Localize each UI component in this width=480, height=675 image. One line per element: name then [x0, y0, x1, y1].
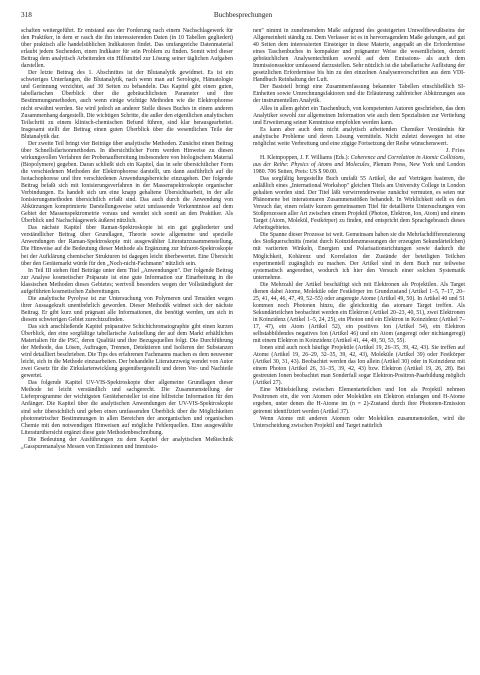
paragraph: Der letzte Beitrag des 1. Abschnittes ist der Blutanalytik gewidmet. Es ist ein schwieriges Unterfangen, die Blutanalytik, nach wenn man auf Serologie, Hämatologie und Gerinnung verzichtet, auf 30 Seiten zu behandeln. Das Kapitel gibt einen guten, tabellarischen Überblick über die gebräuchlichsten Parameter und ihre Bestimmungsmethoden, auch wenn einige wichtige Methoden wie die Elektrophorese nicht erwähnt werden. Sie wird jedoch an anderer Stelle dieses Buches in einem anderen Zusammenhang dargestellt. Die wichtigen Schritte, die außer den eigentlichen analytischen Teilschritt zu einem klinisch-chemischen Befund führen, sind klar herausgearbeitet. Insgesamt stellt der Beitrag einen guten Überblick über die wesentlichen Teile der Blutanalytik dar. — [21, 70, 233, 140]
paragraph: Es kann aber auch dem nicht analytisch arbeitenden Chemiker Verständnis für analytische Probleme und deren Lösung vermitteln. Nicht zuletzt deswegen ist eine möglichst weite Verbreitung und eine zügige Fortsetzung der Reihe wünschenswert. — [253, 126, 465, 147]
paragraph: Wenn Atome mit anderen Atomen oder Molekülen zusammenstoßen, wird die Unterscheidung zwischen Projektil und Target natürlich — [253, 415, 465, 429]
paragraph: Alles in allem gehört ein Taschenbuch, von kompetenten Autoren geschrieben, das dem Analytiker sowohl zur allgemeinen Information wie auch dem Spezialisten zur Vertiefung und Erweiterung seiner Kenntnisse empfohlen werden kann. — [253, 105, 465, 126]
right-column — [253, 28, 465, 430]
paragraph: Das folgende Kapitel UV-VIS-Spektroskopie über allgemeine Grundlagen dieser Methode ist leicht verständlich und sachgerecht. Die Zusammenstellung der Lieferprogramme der wichtigsten Gerätehersteller ist eine hilfreiche Information für den Anfänger. Die Kapitel über die analytischen Anwendungen der UV-VIS-Spektroskopie sind sehr übersichtlich und geben einen umfassenden Überblick über die Möglichkeiten photometrischer Bestimmungen in allen Bereichen der anorganischen und organischen Chemie mit den notwendigen Hinweisen auf mögliche Fehlerquellen. Eine ausgewählte Literaturübersicht ergänzt diese gute Methodenbeschreibung. — [21, 380, 233, 436]
page-number: 318 — [21, 11, 32, 19]
paragraph: Die analytische Pyrolyse ist zur Untersuchung von Polymeren und Tensiden wegen ihrer Aussagekraft unentbehrlich geworden. Dieser Methodik widmet sich der nächste Beitrag. Er gibt kurz und prägnant alle Informationen, die benötigt werden, um sich in diesem schwierigen Gebiet zurechtzufinden. — [21, 295, 233, 323]
paragraph: Das nächste Kapitel über Raman-Spektroskopie ist ein gut gegliederter und verständlicher Beitrag über Grundlagen, Theorie sowie allgemeine und spezielle Anwendungen der Raman-Spektroskopie mit ausgewählter Literaturzusammenstellung. Die Hinweise auf die Bedeutung dieser Methode als Ergänzung zur Infrarot-Spektroskopie bei der Aufklärung chemischer Strukturen ist dagegen leicht überbewertet. Eine Übersicht über den Gerätemarkt würde für den „Noch-nicht-Fachmann" nützlich sein. — [21, 225, 233, 267]
reviewer-signature: J. Fries — [445, 147, 465, 154]
page-header — [21, 9, 465, 21]
left-column — [21, 28, 233, 451]
paragraph: schaften weitergeführt. Er entstand aus der Forderung nach einem Nachschlagewerk für den Praktiker, in dem er rasch die ihn interessierenden Daten (in 10 Tabellen gegliedert) über praktisch alle handelsüblichen Indikatoren findet. Das umfangreiche Datenmaterial erlaubt jedem Suchenden, einen Indikator für sein Problem zu finden. Somit wird dieser Beitrag dem analytisch Arbeitenden ein Hilfsmittel zur Lösung seiner täglichen Aufgaben darstellen. — [21, 28, 233, 70]
paragraph: Die Spanne dieser Prozesse ist weit. Gemeinsam haben sie die Mehrfachdifferenzierung des Stoßquerschnitts (meist durch Koinzidenzmessungen der erzeugten Sekundärteilchen) mit variierten Winkeln, Energien und Polarisationsrichtungen sowie dadurch die Möglichkeit, Kohärenz und Korrelation der Zustände der beteiligten Teilchen experimentell zugänglich zu machen. Der Artikel sind in dem Buch nur teilweise systematisch angeordnet, wodurch ich hier den Versuch einer solchen Systematik unternehme. — [253, 232, 465, 281]
paragraph: Der zweite Teil bringt vier Beiträge über analytische Methoden. Zunächst einen Beitrag über Schnellsilarisonmethoden. In übersichtlicher Form werden Hinweise zu diesen wirkungsvollen Verfahren der Probenaufbereitung insbesondere von biologischem Material (Biopolymere) gegeben. Daran schließt sich ein Kapitel, das in sehr übersichtlicher Form die verschiedenen Methoden der Elektrophorese darstellt, um dann ausführlich auf die Isotachophorese und ihre verschiedenen Anwendungsbereiche einzugehen. Der folgende Beitrag befaßt sich mit Ionisierungsverfahren in der Massenspektroskopie organischer Verbindungen. Es handelt sich um eine knapp gehaltene Übersichtsarbeit, in der alle Ionisierungsmethoden übersichtlich erfaßt sind. Das auch durch die Anwendung von Abkürzungen komprimierte Darstellungsweise setzt umfassende Vorkenntnisse auf dem Gebiet der Massenspektrometrie voraus und wendet sich somit an den Praktiker. Als Überblick und Nachschlagewerk äußerst nützlich. — [21, 140, 233, 225]
paragraph: nen" nimmt in zunehmendem Maße aufgrund des gesteigerten Umweltbewußtseins der Allgemeinheit ständig zu. Dem Verfasser ist es in hervorragendem Maße gelungen, auf gut 40 Seiten dem interessierten Einsteiger in diese Materie, angepaßt an die Erfordernisse eines Taschenbuches in kompakter und prägnanter Weise die wesentlichsten, derzeit gebräuchlichen Analysentechniken sowohl auf dem Emissions- als auch dem Immissionssektor umfassend darzustellen. Sehr nützlich ist die tabellarische Auflistung der gesetzlichen Erfordernisse bis hin zu den einzelnen Analysenvorschriften aus dem VDI-Handbuch Reinhaltung der Luft. — [253, 28, 465, 84]
book-authors: H. Kleinpoppen, J. F. Williams (Eds.): — [260, 154, 350, 161]
paragraph: Eine Mittelstellung zwischen Elementarteilchen und Ion als Projektil nehmen Positronen ein, die von Atomen oder Molekülen ein Elektron einfangen und H-Atome ergeben, unter denen die H-Atome im (n = 2)-Zustand durch ihre Photonen-Emission getrennt identifiziert werden (Artikel 37). — [253, 387, 465, 415]
paragraph: Das sorgfältig hergestellte Buch umfaßt 55 Artikel, die auf Vorträgen basieren, die anläßlich eines „International Workshop" gleichen Titels am University College in London gehalten worden sind. Der Titel läßt verwirrenderweise zunächst vermuten, es seien nur Phänomene bei interatomaren Zusammenstößen behandelt. In Wirklichkeit stellt es den Versuch dar, einen relativ kurzen gemeinsamen Titel für detaillierte Untersuchungen von Stoßprozessen aller Art zwischen einem Projektil (Photon, Elektron, Ion, Atom) und einem Target (Atom, Molekül, Festkörper) zu finden, und entspricht dem Sprachgebrauch dieses Arbeitsgebietes. — [253, 175, 465, 232]
paragraph: Das sich anschließende Kapitel präparative Schichtchromatographie gibt einen kurzen Überblick, den eine sorgfältige tabellarische Aufstellung der auf dem Markt erhältlichen Materialien für die PSC, deren Qualität und ihre Bezugsquellen folgt. Die Durchführung der Methode, das Lösen, Auftragen, Trennen, Detektieren und Isolieren der Substanzen wird detailliert beschrieben. Die Tips des erfahrenen Fachmanns machen es dem neuwener leicht, sich in die Methode einzuarbeiten. Der behandelte Literaturzweig wendet von Autor zwei Gesetz für die Zirkulartenwicklung gegenübergestellt und deren Vor- und Nachteile gewertet. — [21, 323, 233, 380]
paragraph: Ionen sind auch noch häufige Projektile (Artikel 19, 26–35, 39, 42, 43). Sie treffen auf Atome (Artikel 19, 26–29, 32–35, 39, 42, 43), Moleküle (Artikel 39) oder Festkörper (Artikel 30, 31, 43). Beobachtet werden das Ion allein (Artikel 30) oder in Koinzidenz mit einem Photon (Artikel 26, 31–35, 39, 42, 43) bzw. Elektron (Artikel 19, 26, 28). Bei gestreuten Ionen beobachtet man Sonderfall sogar Elektron-Positron-Paarbildung möglich (Artikel 27). — [253, 345, 465, 387]
running-title: Buchbesprechungen — [213, 11, 273, 19]
paragraph: Die Bedeutung der Ausführungen zu dem Kapitel der analytischen Meßtechnik „Gasspurenanalyse Messen von Emissionen und Immissio- — [21, 436, 233, 450]
book-title: Coherence and Correlation in Atomic Collisions, aus der Reihe: Physics of Atoms and Molecules, — [253, 154, 465, 168]
book-publisher: Plenum Press, New York und London 1980. 706 Seiten, Preis: US $ 90.00. — [253, 161, 465, 175]
paragraph: In Teil III stehen fünf Beiträge unter dem Titel „Anwendungen". Der folgende Beitrag zur Analyse kosmetischer Präparate ist eine gute Information zur Einarbeitung in die klassischen Methoden dieses Gebietes; wertvoll besonders wegen der Vollständigkeit der aufgeführten kosmetischen Zubereitungen. — [21, 267, 233, 295]
paragraph: Die Mehrzahl der Artikel beschäftigt sich mit Elektronen als Projektilen. Als Target dienen dabei Atome, Moleküle oder Festkörper im Grundzustand (Artikel 1–5, 7–17, 20–25, 41, 44, 46, 47, 49, 52–55) oder angeregte Atome (Artikel 49, 50). In Artikel 40 und 51 kommen noch Photonen hinzu, die gleichzeitig das atomare Target treffen. Als Sekundärteilchen beobachtet werden ein Elektron (Artikel 20–23, 40, 51), zwei Elektronen in Koinzidenz (Artikel 1–5, 24, 25), ein Photon und ein Elektron in Koinzidenz (Artikel 7–17, 47), ein Atom (Artikel 52), ein positives Ion (Artikel 54), ein Elektron selbstabbildendes negatives Ion (Artikel 46) und ein Atom (angeregt oder nichtangeregt) mit einem Elektron in Koinzidenz (Artikel 41, 44, 49, 50, 53, 55). — [253, 281, 465, 345]
paragraph: Der Basisteil bringt eine Zusammenfassung bekannter Tabellen einschließlich SI-Einheiten sowie Umrechnungsfaktoren und die Erläuterung zahlreicher Abkürzungen aus der instrumentellen Analytik. — [253, 84, 465, 105]
book-reference — [253, 155, 465, 176]
